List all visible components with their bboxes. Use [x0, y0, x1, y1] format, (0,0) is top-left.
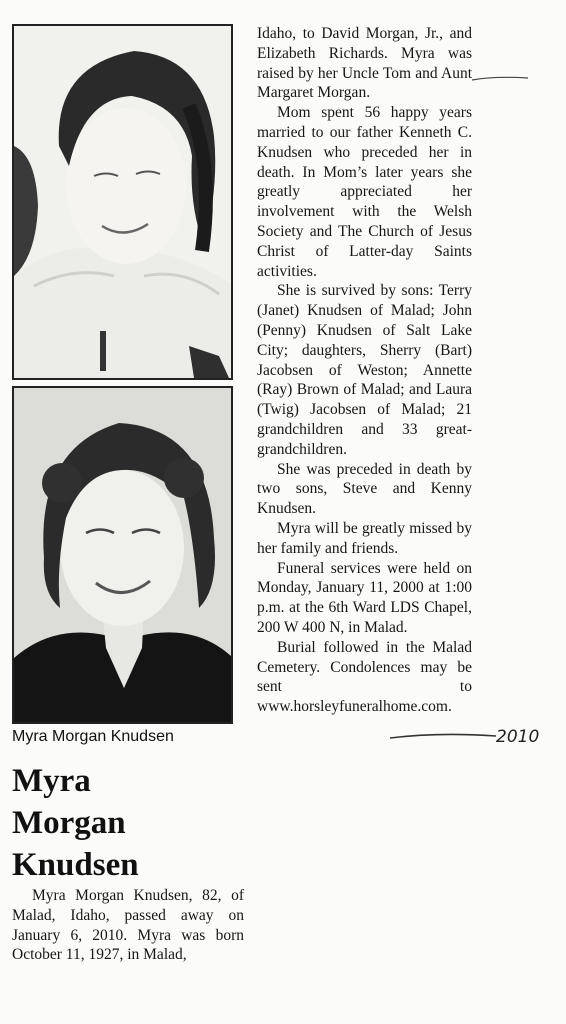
obituary-name-heading: [12, 760, 237, 886]
left-paragraph-1: Myra Morgan Knudsen, 82, of Malad, Idaho, passed away on January 6, 2010. Myra was born October 11, 1927, in Malad,: [12, 887, 244, 964]
portrait-young-illustration: [14, 388, 231, 722]
right-paragraph-3: She is survived by sons: Terry (Janet) Knudsen of Malad; John (Penny) Knudsen of Salt Lake City; daughters, Sherry (Bart) Jacobsen of Weston; Annette (Ray) Brown of Malad; and Laura (Twig) Jacobsen of Malad; 21 grandchildren and 33 great- grandchildren.: [257, 282, 472, 458]
portrait-photo-elderly: [12, 24, 233, 380]
portrait-photo-young: [12, 386, 233, 724]
handwritten-year-annotation: 2010: [496, 727, 540, 747]
photo-caption: Myra Morgan Knudsen: [12, 728, 174, 745]
right-paragraph-5: Myra will be greatly missed by her family and friends.: [257, 519, 472, 557]
right-paragraph-1: Idaho, to David Morgan, Jr., and Elizabeth Richards. Myra was raised by her Uncle Tom and Aunt Margaret Morgan.: [257, 25, 472, 102]
name-heading-line-2: Morgan: [12, 805, 126, 841]
right-paragraph-2: Mom spent 56 happy years married to our father Kenneth C. Knudsen who preceded her in death. In Mom’s later years she greatly appreciated her involvement with the Welsh Society and The Church of Jesus Christ of Latter-day Saints activities.: [257, 104, 472, 280]
obituary-body-right-column: [257, 24, 472, 717]
right-paragraph-6: Funeral services were held on Monday, January 11, 2000 at 1:00 p.m. at the 6th Ward LDS Chapel, 200 W 400 N, in Malad.: [257, 559, 472, 636]
right-paragraph-4: She was preceded in death by two sons, Steve and Kenny Knudsen.: [257, 460, 472, 518]
name-heading-line-1: Myra: [12, 763, 91, 799]
portrait-elderly-illustration: [14, 26, 231, 378]
obituary-body-left-column: [12, 886, 244, 965]
pen-mark-line: [470, 70, 530, 90]
name-heading-line-3: Knudsen: [12, 847, 139, 883]
right-paragraph-7: Burial followed in the Malad Cemetery. Condolences may be sent to www.horsleyfuneralhome.com.: [257, 638, 472, 716]
pen-underline-mark: [388, 728, 498, 746]
